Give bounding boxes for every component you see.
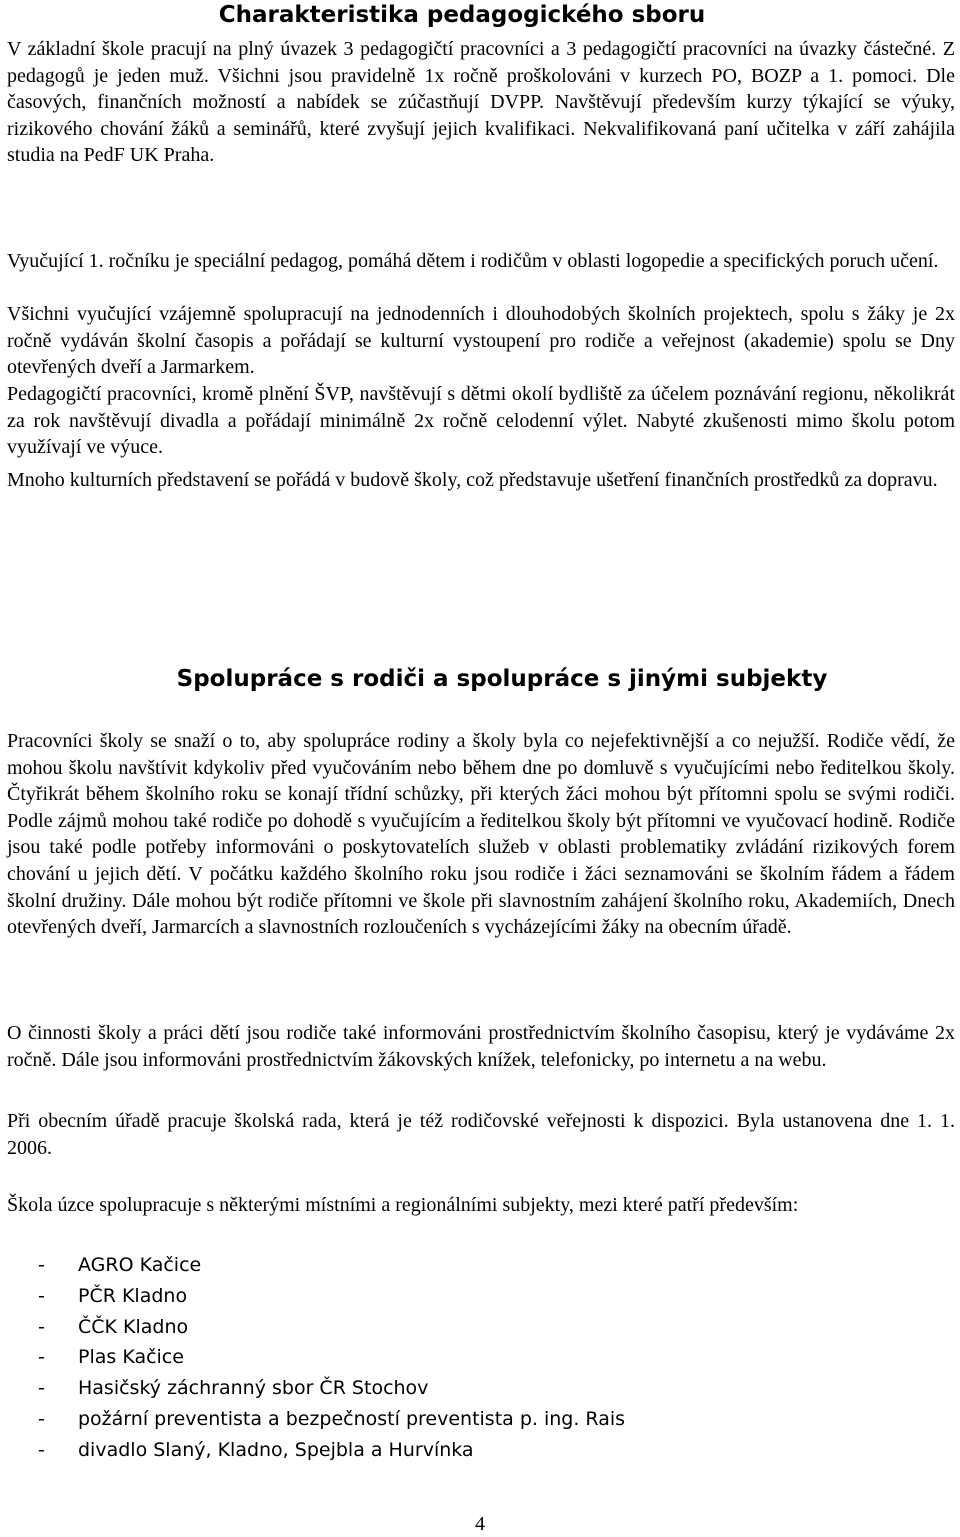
list-dash: -	[38, 1346, 45, 1369]
paragraph-cultural-events: Mnoho kulturních představení se pořádá v budově školy, což představuje ušetření finančních prostředků za dopravu.	[7, 469, 938, 491]
list-dash: -	[38, 1377, 45, 1400]
list-item	[38, 1312, 625, 1343]
partner-name: AGRO Kačice	[78, 1254, 202, 1276]
section-heading-pedagogical-staff: Charakteristika pedagogického sboru	[218, 2, 706, 28]
paragraph-school-council: Při obecním úřadě pracuje školská rada, která je též rodičovské veřejnosti k dispozici. Byla ustanovena dne 1. 1. 2006.	[7, 1110, 955, 1159]
page-number: 4	[475, 1513, 485, 1535]
partner-name: požární preventista a bezpečností preventista p. ing. Rais	[78, 1407, 626, 1430]
list-dash: -	[38, 1254, 45, 1276]
list-dash: -	[38, 1407, 45, 1430]
partners-list	[38, 1250, 625, 1466]
partner-name: Plas Kačice	[78, 1346, 184, 1369]
list-item	[38, 1342, 625, 1373]
partner-name: PČR Kladno	[78, 1284, 188, 1307]
partner-name: Hasičský záchranný sbor ČR Stochov	[78, 1377, 429, 1400]
paragraph-school-magazine: O činnosti školy a práci dětí jsou rodiče také informováni prostřednictvím školního časopisu, který je vydáváme 2x ročně. Dále jsou informováni prostřednictvím žákovských knížek, telefonicky, po internetu a na webu.	[7, 1022, 955, 1071]
list-item	[38, 1404, 625, 1435]
list-item	[38, 1435, 625, 1466]
list-item	[38, 1373, 625, 1404]
partner-name: ČČK Kladno	[78, 1315, 189, 1338]
list-item	[38, 1250, 625, 1281]
paragraph-first-grade-teacher: Vyučující 1. ročníku je speciální pedagog, pomáhá dětem i rodičům v oblasti logopedie a specifických poruch učení.	[7, 250, 939, 272]
list-dash: -	[38, 1284, 45, 1307]
section-heading-cooperation: Spolupráce s rodiči a spolupráce s jinými subjekty	[176, 666, 828, 692]
list-dash: -	[38, 1315, 45, 1338]
paragraph-staff-overview: V základní škole pracují na plný úvazek 3 pedagogičtí pracovníci a 3 pedagogičtí pracovníci na úvazky částečné. Z pedagogů je jeden muž. Všichni jsou pravidelně 1x ročně proškolováni v kurzech PO, BOZP a 1. pomoci. Dle časových, finančních možností a nabídek se zúčastňují DVPP. Navštěvují především kurzy týkající se výuky, rizikového chování žáků a seminářů, které zvyšují jejich kvalifikaci. Nekvalifikovaná paní učitelka v září zahájila studia na PedF UK Praha.	[7, 38, 955, 167]
paragraph-parent-cooperation: Pracovníci školy se snaží o to, aby spolupráce rodiny a školy byla co nejefektivnější a co nejužší. Rodiče vědí, že mohou školu navštívit kdykoliv před vyučováním nebo během dne po domluvě s vyučujícími nebo ředitelkou školy. Čtyřikrát během školního roku se konají třídní schůzky, při kterých žáci mohou být přítomni spolu se svými rodiči. Podle zájmů mohou také rodiče po dohodě s vyučujícím a ředitelkou školy být přítomni ve vyučovací hodině. Rodiče jsou také podle potřeby informováni o poskytovatelích služeb v oblasti problematiky zvládání rizikových forem chování u jejich dětí. V počátku každého školního roku jsou rodiče i žáci seznamováni se školním řádem a řádem školní družiny. Dále mohou být rodiče přítomni ve škole při slavnostním zahájení školního roku, Akademiích, Dnech otevřených dveří, Jarmarcích a slavnostních rozloučeních s vycházejícími žáky na obecním úřadě.	[7, 730, 955, 939]
list-item	[38, 1281, 625, 1312]
partner-name: divadlo Slaný, Kladno, Spejbla a Hurvínka	[78, 1438, 474, 1461]
paragraph-school-projects: Všichni vyučující vzájemně spolupracují na jednodenních i dlouhodobých školních projektech, spolu s žáky je 2x ročně vydáván školní časopis a pořádají se kulturní vystoupení pro rodiče a veřejnost (akademie) spolu se Dny otevřených dveří a Jarmarkem.	[7, 303, 955, 379]
list-dash: -	[38, 1438, 45, 1461]
paragraph-trips-theatre: Pedagogičtí pracovníci, kromě plnění ŠVP, navštěvují s dětmi okolí bydliště za účelem poznávání regionu, několikrát za rok navštěvují divadla a pořádají minimálně 2x ročně celodenní výlet. Nabyté zkušenosti mimo školu potom využívají ve výuce.	[7, 383, 955, 459]
paragraph-partners-intro: Škola úzce spolupracuje s některými místními a regionálními subjekty, mezi které patří především:	[7, 1194, 799, 1216]
